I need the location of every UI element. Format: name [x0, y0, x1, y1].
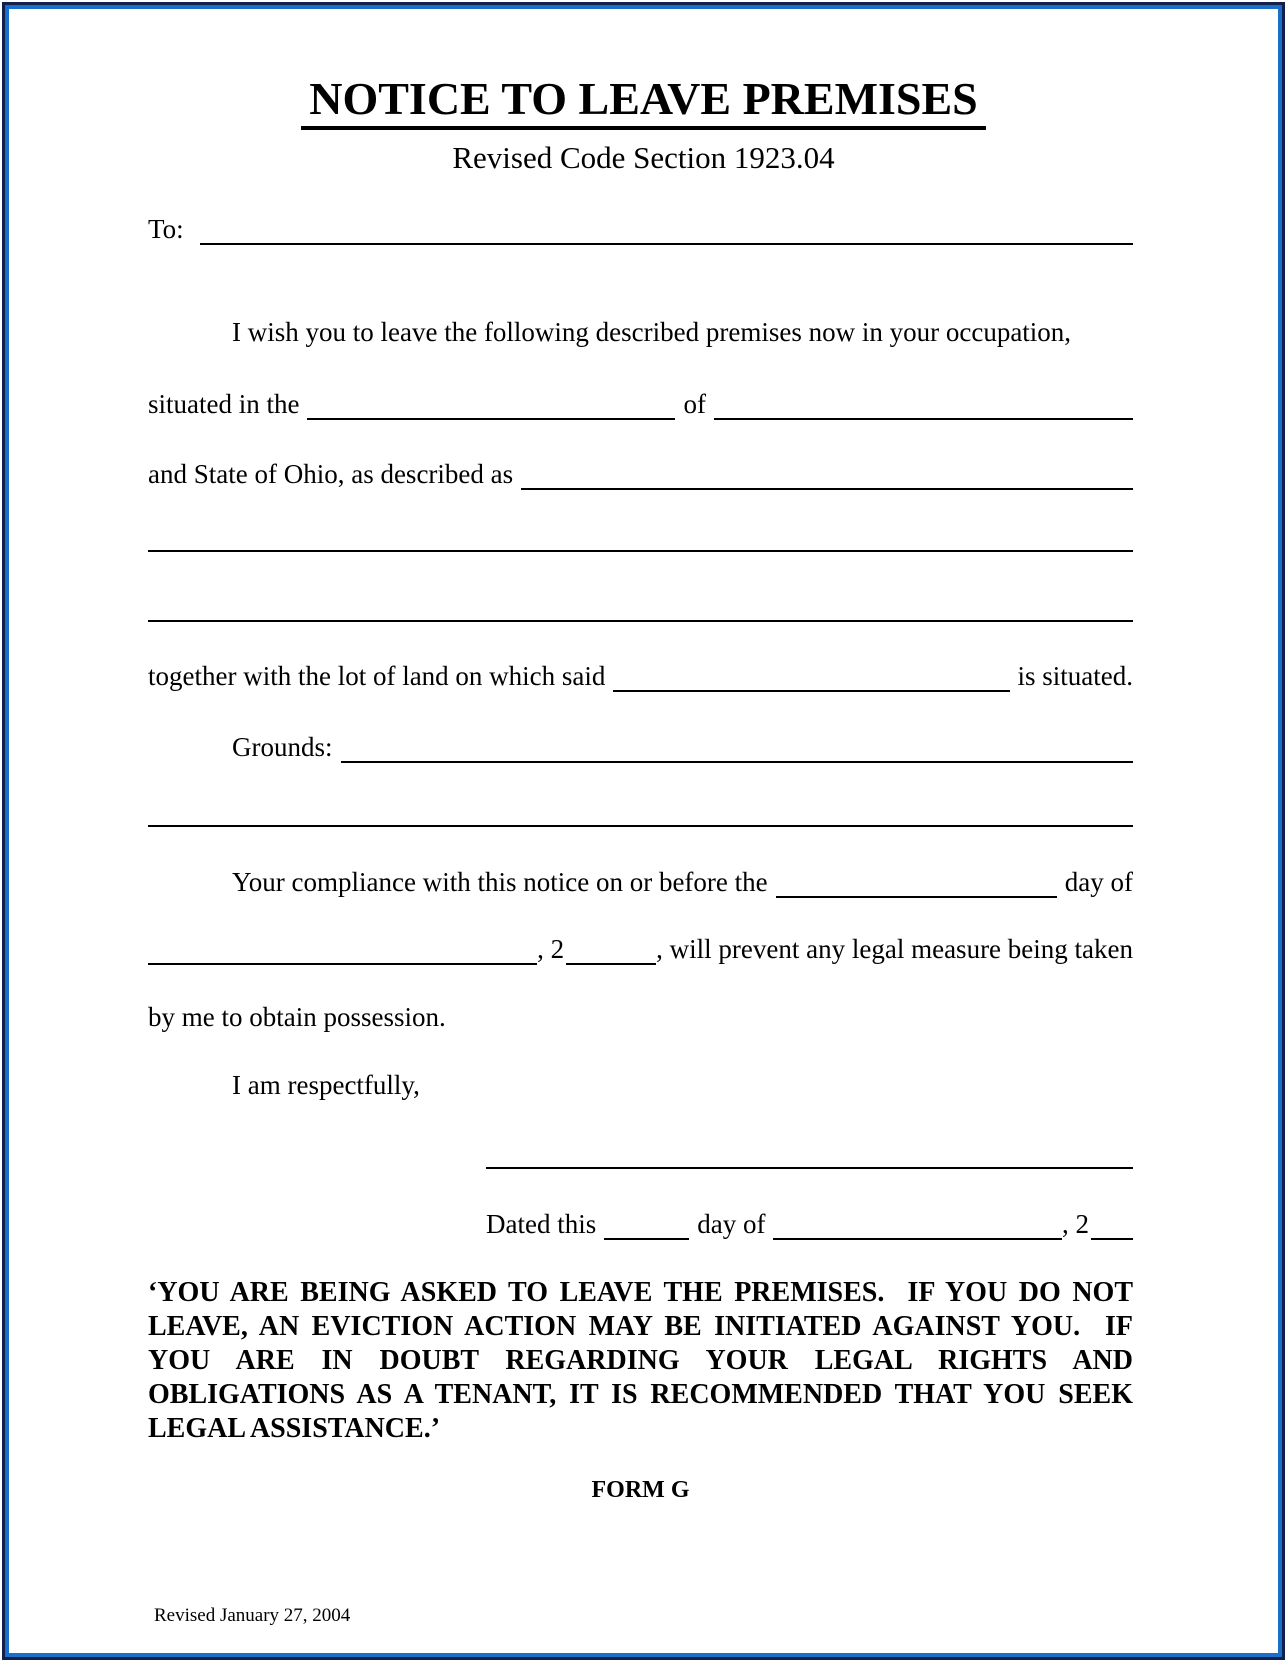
warning-line: ‘YOU ARE BEING ASKED TO LEAVE THE PREMISES. IF YOU DO NOT	[148, 1277, 1133, 1308]
to-line	[148, 209, 1133, 249]
grounds-continuation-blank[interactable]	[148, 825, 1133, 827]
notice-title: NOTICE TO LEAVE PREMISES	[301, 74, 986, 130]
together-suffix: is situated.	[1017, 661, 1133, 691]
compliance-prefix: Your compliance with this notice on or before the	[232, 867, 768, 897]
intro-text: I wish you to leave the following described premises now in your occupation,	[232, 317, 1072, 347]
dated-day-of-label: day of	[697, 1209, 766, 1239]
possession-text: by me to obtain possession.	[148, 1002, 446, 1032]
county-blank[interactable]	[714, 418, 1133, 420]
compliance-line	[148, 862, 1133, 902]
together-prefix: together with the lot of land on which said	[148, 661, 606, 691]
intro-line	[148, 312, 1133, 352]
code-section-subtitle: Revised Code Section 1923.04	[452, 140, 835, 175]
respectfully-text: I am respectfully,	[232, 1070, 420, 1100]
grounds-blank[interactable]	[341, 761, 1134, 763]
state-text: and State of Ohio, as described as	[148, 459, 514, 489]
dated-year-blank[interactable]	[1091, 1238, 1133, 1240]
prevent-line	[148, 929, 1133, 969]
compliance-month-blank[interactable]	[148, 963, 537, 965]
form-body	[148, 0, 1133, 1662]
dated-prefix: Dated this	[486, 1209, 597, 1239]
warning-line: YOU ARE IN DOUBT REGARDING YOUR LEGAL RIGHTS AND	[148, 1345, 1133, 1376]
description-blank[interactable]	[521, 488, 1133, 490]
premises-type-blank[interactable]	[613, 690, 1009, 692]
compliance-year-blank[interactable]	[566, 963, 656, 965]
recipient-name-blank[interactable]	[200, 243, 1133, 245]
possession-line	[148, 997, 1133, 1037]
tenant-warning-paragraph	[148, 1276, 1133, 1446]
together-line	[148, 656, 1133, 696]
grounds-line	[148, 727, 1133, 767]
description-continuation-blank-1[interactable]	[148, 550, 1133, 552]
dated-comma-2-label: , 2	[1062, 1209, 1089, 1239]
dated-line	[486, 1204, 1133, 1244]
compliance-day-of-label: day of	[1064, 867, 1133, 897]
warning-line: OBLIGATIONS AS A TENANT, IT IS RECOMMENDED THAT YOU SEEK	[148, 1379, 1133, 1410]
to-label: To:	[148, 214, 184, 244]
dated-month-blank[interactable]	[773, 1238, 1062, 1240]
situated-of-label: of	[683, 389, 706, 419]
compliance-day-blank[interactable]	[776, 896, 1057, 898]
warning-line: LEGAL ASSISTANCE.’	[148, 1413, 441, 1444]
prevent-suffix: , will prevent any legal measure being taken	[656, 934, 1133, 964]
signature-blank[interactable]	[486, 1167, 1133, 1169]
municipality-blank[interactable]	[307, 418, 675, 420]
state-line	[148, 454, 1133, 494]
description-continuation-blank-2[interactable]	[148, 620, 1133, 622]
revised-date-note: Revised January 27, 2004	[154, 1605, 351, 1626]
situated-line	[148, 384, 1133, 424]
form-g-label: FORM G	[591, 1477, 690, 1503]
warning-line: LEAVE, AN EVICTION ACTION MAY BE INITIATED AGAINST YOU. IF	[148, 1311, 1133, 1342]
dated-day-blank[interactable]	[604, 1238, 689, 1240]
respectfully-line	[148, 1065, 1133, 1105]
prevent-comma-2-label: , 2	[537, 934, 565, 964]
situated-prefix: situated in the	[148, 389, 300, 419]
grounds-label: Grounds:	[232, 732, 333, 762]
